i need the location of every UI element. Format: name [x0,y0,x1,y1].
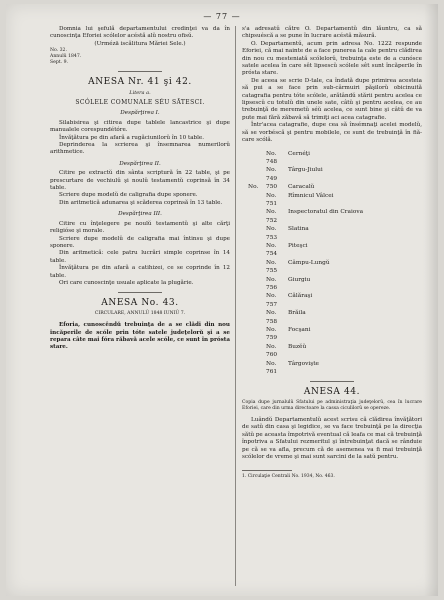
paragraph: Ori care cunoscinţe usuale aplicate la plugărie. [59,279,194,286]
meta-line: No. 32. [50,48,67,54]
list-item: No. 752 Inspectoratul din Craiova [266,209,364,224]
paragraph: Citire cu înţelegere pe noulŭ testamentŭ şi alte cărţi religióse şi morale. [50,220,230,235]
paragraph: Într'acea catagrafie, dupe cea să însémnaţi acelei modelŭ, să se vorbéscă şi pentru mobilele, ce sunt de trebuinţă în fiă-care scólă. [242,122,422,144]
intro-paragraph: Domnia lui şefulă departamentului credinţei va da în cunoscinţa Eforiei scólelor acéstă alŭ nostru ofisŭ. [50,26,230,40]
list-item: No. 748 Cernéţi [266,150,310,165]
paragraph: Din aritmetică adunarea şi scăderea coprinsă în 13 table. [59,199,223,206]
intro-signature: (Urmézā iscălitura Măriei Sele.) [94,40,186,47]
list-item: No. 751 Rîmnicul Vâlcei [266,192,334,207]
division-heading: Despărţirea I. [120,110,160,117]
meta-line: Annulŭ 1847. [50,54,82,60]
litera-label: Litera a. [129,89,151,96]
paragraph: Scriere dupe modelŭ de caligrafia mai întinsu şi dupe sponere. [50,235,230,249]
section-heading: SCÓLELE COMUNALE SÉU SĂTESCI. [75,99,205,107]
paragraph: s'a adresatŭ către O. Departamentŭ din lăuntru, ca să chipsuéscă a se pune în lucrare acéstă măsură. [242,26,422,40]
list-item: No. 756 Giurgiu [266,276,311,291]
page-edge-shadow [424,4,438,596]
section-rule [118,292,162,293]
list-item: No. 757 Călăraşi [266,293,313,308]
page-number: — 77 — [203,12,241,21]
section-rule [118,71,162,72]
anesa-note: Copia dupe jurnalulŭ Sfatului pe administraţia judeţelorŭ, cea în lucrare Eforiei, care din urma directoare la cassa ciculilorŭ se opereze. [242,400,422,412]
list-item: No. 754 Piteşci [266,242,308,258]
footnote: 1. Circulaţie Centrali No. 1934, No. 463. [242,473,335,479]
meta-line: Sept. 9. [50,59,68,65]
paragraph: Învăţătura pe din afară a catihizei, ce se coprinde în 12 table. [50,265,230,279]
column-divider [235,26,236,586]
meta-block [50,48,230,65]
list-item: No. 755 Câmpu-Lungŭ [266,259,330,275]
list-item: No. 761 Târgovişte [266,360,319,376]
list-item: No. 760 Buzĕŭ [266,343,307,359]
paragraph: O. Departamentŭ, acum prin adresa No. 1222 respunde Eforiei, că mai nainte de a face punerea la cale pentru clădirea din nou cu mesteniată scólelorŭ, trebuinţa este de a cunósce satele acelea în care sêt lipsescŭ scólele sêt sunt încăperile în prósta stare. [242,40,422,77]
section-rule [310,381,354,382]
list-item: No. 758 Brăila [266,310,306,325]
paragraph: Citire pe extractŭ din sânta scriptură în 22 table, şi pe prescurtare de vechiulŭ şi noulŭ testamentŭ coprinsă în 34 table. [50,170,230,192]
list-item: No. 759 Focşani [266,327,311,342]
right-column [242,26,422,479]
paragraph: De aceea se scrie D-tale, ca îndată dupe primirea acesteia să pui a se face prin sub-cârmuiri păşilorŭ obicinuită catagrafia pentru tóte scólele, arătândŭ stării pentru acelea ce lipsescŭ cu totulŭ din unele sate, câtŭ şi pentru acelea, ce au trebuinţă de meremetŭ séŭ acelea, ce sunt bine şi câtŭ de va pute mai fără zăbavă să trimiţi aci acea catagrafie. [242,77,422,121]
paragraph: Din aritmetică: cele patru lucrări simple coprinse în 14 table. [50,250,230,264]
list-item: No. 753 Slatina [266,226,309,241]
paragraph: Deprinderea la scrierea şi însemnarea numerilorŭ arithmetice. [50,142,230,156]
paragraph: Eforia, cunoscêndŭ trebuinţa de a se clădi din nou încăperile de scóle prin tóte satele judeţelorŭ şi a se repara câte mai fóra răbavă acele scóle, ce sunt în prósta stare. [50,322,230,351]
paragraph: Luândŭ Departamentulŭ acest scrisu că clădirea învăţători de satŭ din casa şi legidice, se va face trebuinţă pe la direcţia sătŭ pe aceasta împotrivă eventual că leafa ce mai că trebuinţă înpotriva a Sfatului rezmeritul şi întrebuinţat dacă se rânduie pe că se va afla, precum că de asemenea va fi mai trebuinţă scólelor de vreme şi mai sunt sarcini de la satŭ pentru. [242,417,422,461]
circular-subtitle: CIRCULARE, ANNULŬ 1848 IUNIŬ 7. [94,311,186,317]
division-heading: Despărţirea III. [118,211,162,218]
paragraph: Scriere dupe modelŭ de caligrafia dupe sponere. [59,192,198,199]
anesa-title: ANESA Nr. 41 şi 42. [88,76,192,87]
paragraph: Învăţătura pe din afară a rugăciunilorŭ în 10 table. [59,134,205,141]
list-item: No. 750 Caracalŭ [248,184,315,191]
document-page [6,4,438,596]
left-column [50,26,230,352]
anesa-title: ANESA No. 43. [101,298,179,309]
list-item: No. 749 Târgu-Jiului [266,167,323,182]
village-list [248,150,422,377]
division-heading: Despărţirea II. [119,160,161,167]
paragraph: Silabisirea şi citirea dupe tablele lancastrice şi dupe manualele corespundétóre. [50,119,230,134]
anesa-title: ANESA 44. [303,387,361,398]
footnote-rule [242,470,292,471]
